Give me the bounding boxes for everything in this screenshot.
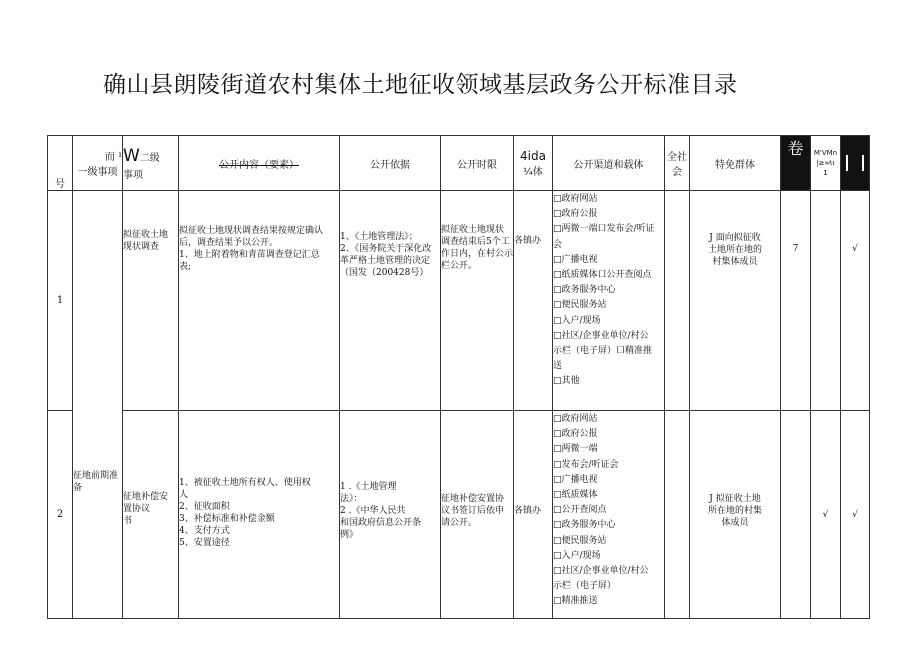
page-title: 确山县朗陵街道农村集体土地征收领域基层政务公开标准目录 <box>103 72 738 98</box>
group-cell: J 面向拟征收 土地所在地的 村集体成员 <box>690 191 781 411</box>
time-cell: 征地补偿安置协 议书签订后依申 请公开。 <box>441 411 514 619</box>
header-channel: 公开渠道和载体 <box>553 136 665 191</box>
second-item-cell: 征地补偿安 置协议 书 <box>123 411 179 619</box>
header-first-item: 而 ¹ 一级事项 <box>73 136 123 191</box>
basis-cell: 1 .《土地管理 法》： 2 .《中华人民共 和国政府信息公开条 例》 <box>340 411 441 619</box>
time-cell: 拟征收土地现状 调查结束后5个工 作日内，在村公示 栏公开。 <box>441 191 514 411</box>
header-time: 公开时限 <box>441 136 514 191</box>
disclosure-table <box>47 135 870 619</box>
check-mark: √ <box>841 191 870 411</box>
bracket-icon <box>846 155 864 171</box>
header-row <box>48 136 870 191</box>
table-row <box>48 191 870 411</box>
second-item-cell: 拟征收土地 现状调查 <box>123 191 179 411</box>
subject-cell: 各镇办 <box>514 411 553 619</box>
header-subject: 4ida ¼体 <box>514 136 553 191</box>
content-cell: 1、被征收土地所有权人、使用权 人 2、征收面积 3、补偿标准和补偿金额 4、支付方式 5、安置途径 <box>179 411 340 619</box>
check-mark: √ <box>841 411 870 619</box>
header-dark-2: M'VMn |≥»⁄ιι 1 <box>811 136 841 191</box>
row-number: 1 <box>48 191 73 411</box>
header-dark-3 <box>841 136 870 191</box>
header-content: 公开内容（要素） <box>179 136 340 191</box>
first-item-cell: 征地前期准备 <box>73 191 123 619</box>
header-dark-1: 卷 <box>781 136 811 191</box>
table-row <box>48 411 870 619</box>
row-number: 2 <box>48 411 73 619</box>
mark-cell-1: 7 <box>781 191 811 411</box>
channel-cell: □政府网站 □政府公报 □两微一端 □发布会/听证会 □广播电视 □纸质媒体 □公开查阅点 □政务服务中心 □便民服务站 □入户/现场 □社区/企事业单位/村公 示栏（电子屏） □精准推送 <box>553 411 665 619</box>
society-cell <box>665 411 690 619</box>
header-basis: 公开依据 <box>340 136 441 191</box>
check-mark: √ <box>811 411 841 619</box>
header-num: 号 <box>48 136 73 191</box>
header-group: 特免群体 <box>690 136 781 191</box>
content-cell: 拟征收土地现状调查结果按规定确认 后，调查结果予以公开。 1、地上附着物和青苗调查登记汇总 表; <box>179 191 340 411</box>
header-society: 全社 会 <box>665 136 690 191</box>
header-second-item: W二级 事项 <box>123 136 179 191</box>
basis-cell: 1、《土地管理法》； 2、《国务院关于深化改 革严格土地管理的决定 （国发（200428号） <box>340 191 441 411</box>
mark-cell-1 <box>781 411 811 619</box>
society-cell <box>665 191 690 411</box>
subject-cell: 各镇办 <box>514 191 553 411</box>
mark-cell-2 <box>811 191 841 411</box>
channel-cell: □政府网站 □政府公报 □两微一端口发布会/听证 会 □广播电视 □纸质媒体口公开查阅点 □政务服务中心 □便民服务站 □入户/现场 □社区/企事业单位/村公 示栏（电子屏）口精准推 送 □其他 <box>553 191 665 411</box>
group-cell: J 拟征收土地 所在地的村集 体成员 <box>690 411 781 619</box>
